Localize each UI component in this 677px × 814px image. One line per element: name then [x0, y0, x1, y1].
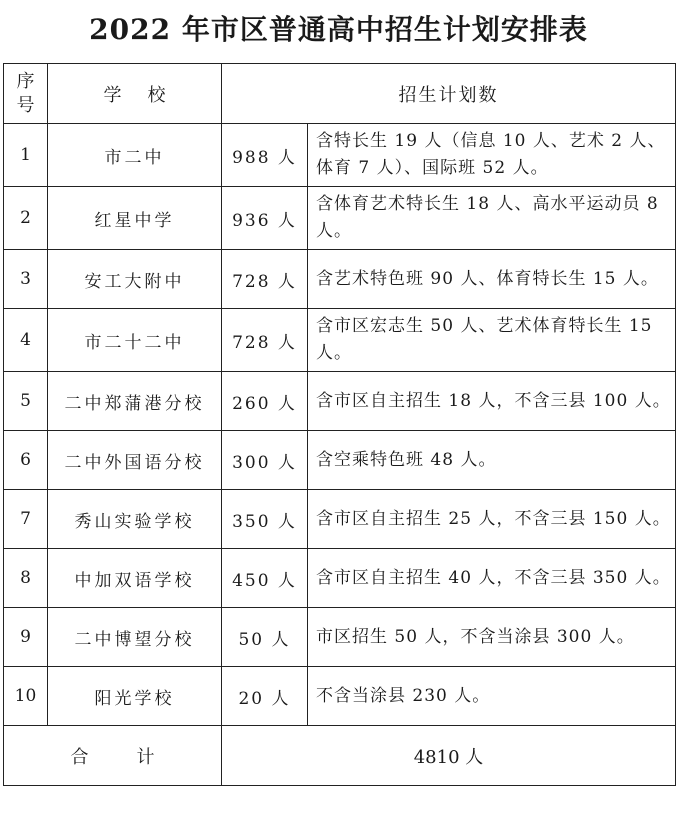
table-row	[4, 187, 676, 250]
row-count: 450 人	[222, 549, 308, 608]
row-school: 二中郑蒲港分校	[48, 372, 222, 431]
row-index: 3	[4, 250, 48, 309]
table-row	[4, 372, 676, 431]
row-detail: 含特长生 19 人（信息 10 人、艺术 2 人、体育 7 人）、国际班 52 人。	[308, 124, 676, 187]
row-count: 728 人	[222, 309, 308, 372]
row-count: 260 人	[222, 372, 308, 431]
row-school: 二中博望分校	[48, 608, 222, 667]
row-detail: 市区招生 50 人，不含当涂县 300 人。	[308, 608, 676, 667]
row-school: 红星中学	[48, 187, 222, 250]
row-school: 市二中	[48, 124, 222, 187]
table-row	[4, 490, 676, 549]
header-index: 序号	[4, 64, 48, 124]
table-row	[4, 431, 676, 490]
table-row	[4, 608, 676, 667]
table-total-row	[4, 726, 676, 786]
row-count: 350 人	[222, 490, 308, 549]
row-index: 7	[4, 490, 48, 549]
row-detail: 含市区自主招生 25 人，不含三县 150 人。	[308, 490, 676, 549]
table-row	[4, 124, 676, 187]
row-detail: 含体育艺术特长生 18 人、高水平运动员 8 人。	[308, 187, 676, 250]
row-count: 300 人	[222, 431, 308, 490]
table-header-row	[4, 64, 676, 124]
row-detail: 不含当涂县 230 人。	[308, 667, 676, 726]
row-detail: 含艺术特色班 90 人、体育特长生 15 人。	[308, 250, 676, 309]
row-index: 1	[4, 124, 48, 187]
row-count: 50 人	[222, 608, 308, 667]
row-count: 988 人	[222, 124, 308, 187]
row-detail: 含市区自主招生 18 人，不含三县 100 人。	[308, 372, 676, 431]
row-index: 8	[4, 549, 48, 608]
row-school: 中加双语学校	[48, 549, 222, 608]
page-title: 2022 年市区普通高中招生计划安排表	[89, 13, 588, 46]
header-plan: 招生计划数	[222, 64, 676, 124]
row-count: 728 人	[222, 250, 308, 309]
row-index: 5	[4, 372, 48, 431]
table-row	[4, 309, 676, 372]
row-count: 936 人	[222, 187, 308, 250]
row-index: 4	[4, 309, 48, 372]
row-detail: 含市区自主招生 40 人，不含三县 350 人。	[308, 549, 676, 608]
row-index: 2	[4, 187, 48, 250]
table-row	[4, 667, 676, 726]
row-index: 6	[4, 431, 48, 490]
row-school: 秀山实验学校	[48, 490, 222, 549]
enrollment-plan-table	[3, 63, 676, 786]
table-row	[4, 549, 676, 608]
total-value: 4810 人	[222, 726, 676, 786]
header-school: 学校	[48, 64, 222, 124]
row-detail: 含市区宏志生 50 人、艺术体育特长生 15 人。	[308, 309, 676, 372]
row-index: 10	[4, 667, 48, 726]
row-school: 安工大附中	[48, 250, 222, 309]
row-school: 市二十二中	[48, 309, 222, 372]
row-school: 二中外国语分校	[48, 431, 222, 490]
row-detail: 含空乘特色班 48 人。	[308, 431, 676, 490]
row-count: 20 人	[222, 667, 308, 726]
total-label: 合计	[4, 726, 222, 786]
row-school: 阳光学校	[48, 667, 222, 726]
table-row	[4, 250, 676, 309]
row-index: 9	[4, 608, 48, 667]
